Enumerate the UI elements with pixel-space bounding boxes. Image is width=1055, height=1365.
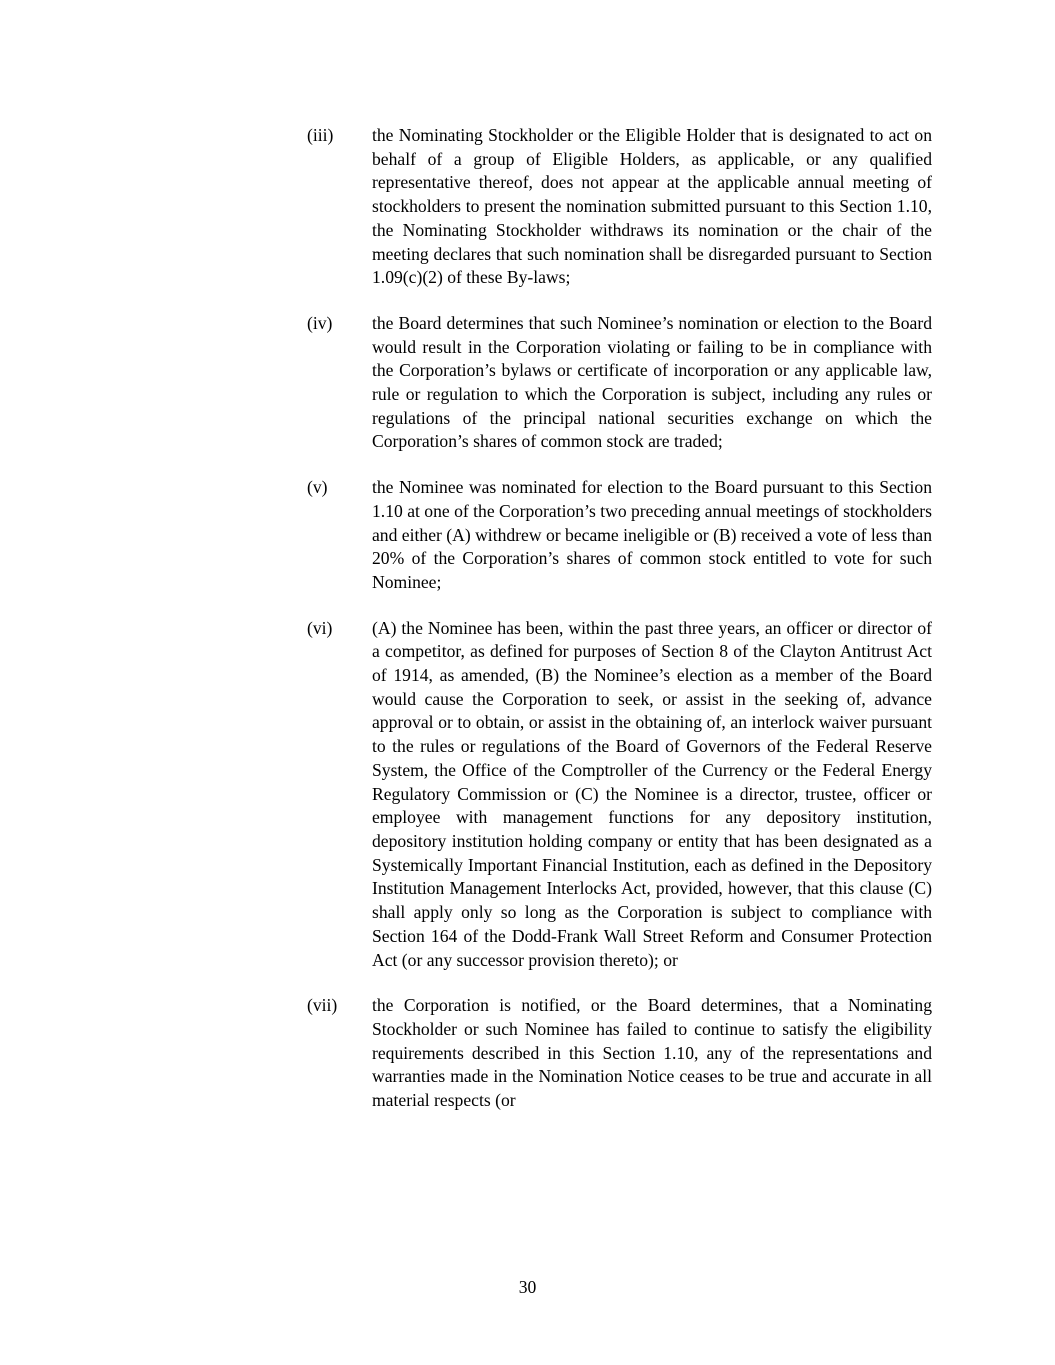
clause-list	[307, 124, 932, 1135]
clause-iii	[307, 124, 932, 290]
clause-text: the Nominating Stockholder or the Eligible Holder that is designated to act on behalf of a group of Eligible Holders, as applicable, or any qualified representative thereof, does not appear at the applicable annual meeting of stockholders to present the nomination submitted pursuant to this Section 1.10, the Nominating Stockholder withdraws its nomination or the chair of the meeting declares that such nomination shall be disregarded pursuant to Section 1.09(c)(2) of these By-laws;	[372, 125, 932, 288]
clause-iv	[307, 312, 932, 454]
clause-vii	[307, 994, 932, 1113]
clause-label: (vii)	[307, 995, 338, 1016]
clause-v	[307, 476, 932, 595]
clause-label: (iii)	[307, 125, 334, 145]
page-number: 30	[518, 1277, 537, 1297]
clause-label: (vi)	[307, 617, 333, 638]
clause-text: (A) the Nominee has been, within the past three years, an officer or director of a competitor, as defined for purposes of Section 8 of the Clayton Antitrust Act of 1914, as amended, (B) the Nominee’s election as a member of the Board would cause the Corporation to seek, or assist in the seeking of, advance approval or to obtain, or assist in the obtaining of, an interlock waiver pursuant to the rules or regulations of the Board of Governors of the Federal Reserve System, the Office of the Comptroller of the Currency or the Federal Energy Regulatory Commission or (C) the Nominee is a director, trustee, officer or employee with management functions for any depository institution, depository institution holding company or entity that has been designated as a Systemically Important Financial Institution, each as defined in the Depository Institution Management Interlocks Act, provided, however, that this clause (C) shall apply only so long as the Corporation is subject to compliance with Section 164 of the Dodd-Frank Wall Street Reform and Consumer Protection Act (or any successor provision thereto); or	[372, 617, 932, 970]
clause-text: the Board determines that such Nominee’s nomination or election to the Board would result in the Corporation violating or failing to be in compliance with the Corporation’s bylaws or certificate of incorporation or any applicable law, rule or regulation to which the Corporation is subject, including any rules or regulations of the principal national securities exchange on which the Corporation’s shares of common stock are traded;	[372, 312, 932, 452]
clause-text: the Nominee was nominated for election to the Board pursuant to this Section 1.10 at one of the Corporation’s two preceding annual meetings of stockholders and either (A) withdrew or became ineligible or (B) received a vote of less than 20% of the Corporation’s shares of common stock entitled to vote for such Nominee;	[372, 477, 932, 592]
clause-label: (v)	[307, 477, 328, 498]
clause-text: the Corporation is notified, or the Board determines, that a Nominating Stockholder or such Nominee has failed to continue to satisfy the eligibility requirements described in this Section 1.10, any of the representations and warranties made in the Nomination Notice ceases to be true and accurate in all material respects (or	[372, 995, 932, 1111]
clause-vi	[307, 617, 932, 973]
clause-label: (iv)	[307, 312, 333, 333]
